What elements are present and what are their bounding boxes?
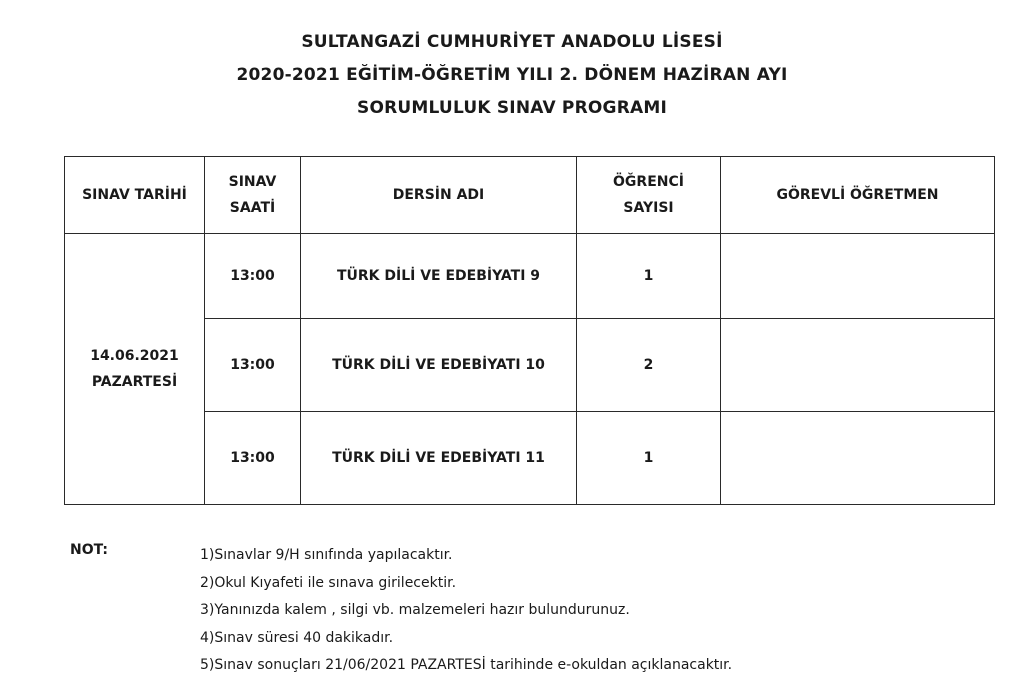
note-item: 4)Sınav süresi 40 dakikadır.: [200, 629, 394, 646]
student-count-cell: 1: [577, 412, 721, 505]
note-item: 1)Sınavlar 9/H sınıfında yapılacaktır.: [200, 547, 453, 563]
exam-time-cell: 13:00: [205, 234, 301, 319]
teacher-cell: [721, 412, 995, 505]
notes-list: [200, 542, 1020, 680]
program-title: SORUMLULUK SINAV PROGRAMI: [357, 98, 667, 118]
exam-schedule-table: [64, 156, 995, 505]
exam-date-cell: 14.06.2021 PAZARTESİ: [65, 234, 205, 505]
header-exam-time: SINAV SAATİ: [205, 157, 301, 234]
exam-time-cell: 13:00: [205, 319, 301, 412]
table-header-row: [65, 157, 995, 234]
header-course-name: DERSİN ADI: [301, 157, 577, 234]
course-name-cell: TÜRK DİLİ VE EDEBİYATI 11: [301, 412, 577, 505]
table-row: [65, 412, 995, 505]
note-item: 2)Okul Kıyafeti ile sınava girilecektir.: [200, 574, 457, 591]
student-count-cell: 1: [577, 234, 721, 319]
table-row: [65, 234, 995, 319]
term-title: 2020-2021 EĞİTİM-ÖĞRETİM YILI 2. DÖNEM HAZİRAN AYI: [236, 65, 788, 85]
header-exam-date: SINAV TARİHİ: [65, 157, 205, 234]
exam-time-cell: 13:00: [205, 412, 301, 505]
table-row: [65, 319, 995, 412]
course-name-cell: TÜRK DİLİ VE EDEBİYATI 10: [301, 319, 577, 412]
school-name: SULTANGAZİ CUMHURİYET ANADOLU LİSESİ: [301, 32, 723, 52]
teacher-cell: [721, 234, 995, 319]
student-count-cell: 2: [577, 319, 721, 412]
note-item: 3)Yanınızda kalem , silgi vb. malzemeleri hazır bulundurunuz.: [200, 602, 630, 618]
course-name-cell: TÜRK DİLİ VE EDEBİYATI 9: [301, 234, 577, 319]
note-item: 5)Sınav sonuçları 21/06/2021 PAZARTESİ tarihinde e-okuldan açıklanacaktır.: [200, 657, 733, 673]
document-header: [0, 26, 1024, 125]
notes-label: NOT:: [70, 542, 109, 558]
header-assigned-teacher: GÖREVLİ ÖĞRETMEN: [721, 157, 995, 234]
teacher-cell: [721, 319, 995, 412]
header-student-count: ÖĞRENCİ SAYISI: [577, 157, 721, 234]
